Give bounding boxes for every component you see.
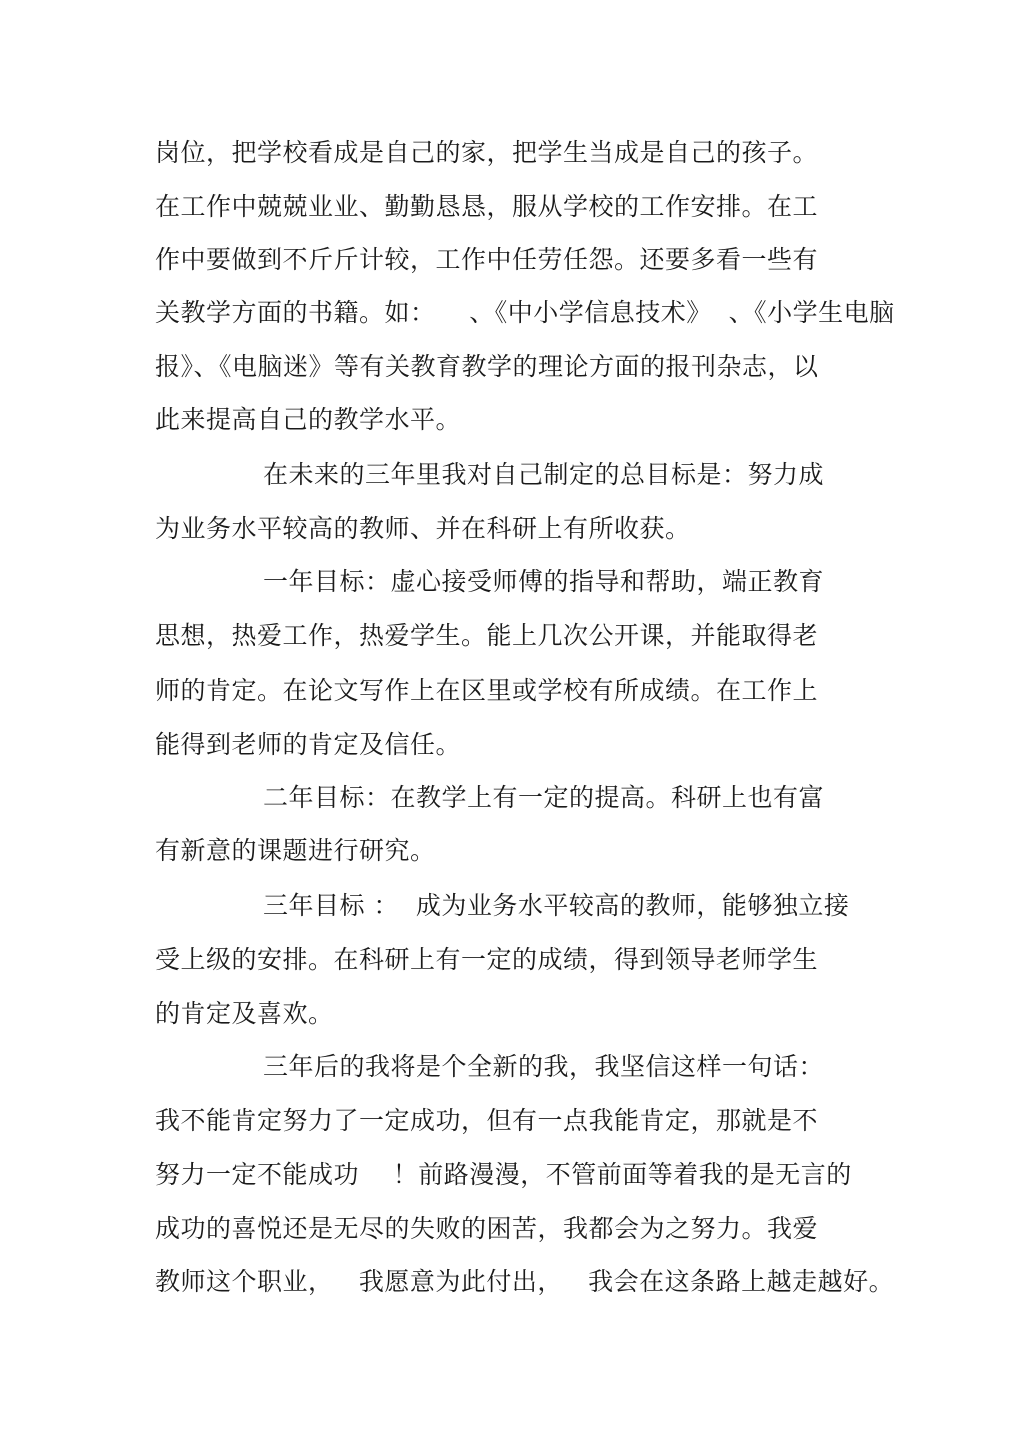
- text-line: 报》、《电脑迷》等有关教育教学的理论方面的报刊杂志，以: [155, 352, 819, 381]
- text-line: 的肯定及喜欢。: [155, 999, 334, 1028]
- text-line: 此来提高自己的教学水平。: [155, 405, 462, 434]
- text-line: 教师这个职业， 我愿意为此付出， 我会在这条路上越走越好。: [155, 1267, 895, 1296]
- paragraph-start-line: 在未来的三年里我对自己制定的总目标是：努力成: [263, 460, 825, 489]
- text-line: 受上级的安排。在科研上有一定的成绩，得到领导老师学生: [155, 945, 819, 974]
- text-line: 师的肯定。在论文写作上在区里或学校有所成绩。在工作上: [155, 676, 819, 705]
- text-line: 思想，热爱工作，热爱学生。能上几次公开课，并能取得老: [155, 621, 819, 650]
- paragraph-start-line: 二年目标：在教学上有一定的提高。科研上也有富: [263, 783, 825, 812]
- text-line: 关教学方面的书籍。如： 、《中小学信息技术》 、《小学生电脑: [155, 298, 895, 327]
- text-line: 在工作中兢兢业业、勤勤恳恳，服从学校的工作安排。在工: [155, 192, 819, 221]
- text-line: 岗位，把学校看成是自己的家，把学生当成是自己的孩子。: [155, 138, 819, 167]
- text-line: 能得到老师的肯定及信任。: [155, 730, 462, 759]
- text-line: 有新意的课题进行研究。: [155, 836, 436, 865]
- text-line: 成功的喜悦还是无尽的失败的困苦，我都会为之努力。我爱: [155, 1214, 819, 1243]
- text-line: 为业务水平较高的教师、并在科研上有所收获。: [155, 514, 691, 543]
- text-line: 努力一定不能成功 ！前路漫漫，不管前面等着我的是无言的: [155, 1160, 852, 1189]
- paragraph-start-line: 三年后的我将是个全新的我，我坚信这样一句话：: [263, 1052, 825, 1081]
- paragraph-start-line: 三年目标 ： 成为业务水平较高的教师，能够独立接: [263, 891, 850, 920]
- paragraph-start-line: 一年目标：虚心接受师傅的指导和帮助，端正教育: [263, 567, 825, 596]
- text-line: 我不能肯定努力了一定成功，但有一点我能肯定，那就是不: [155, 1106, 819, 1135]
- text-line: 作中要做到不斤斤计较，工作中任劳任怨。还要多看一些有: [155, 245, 819, 274]
